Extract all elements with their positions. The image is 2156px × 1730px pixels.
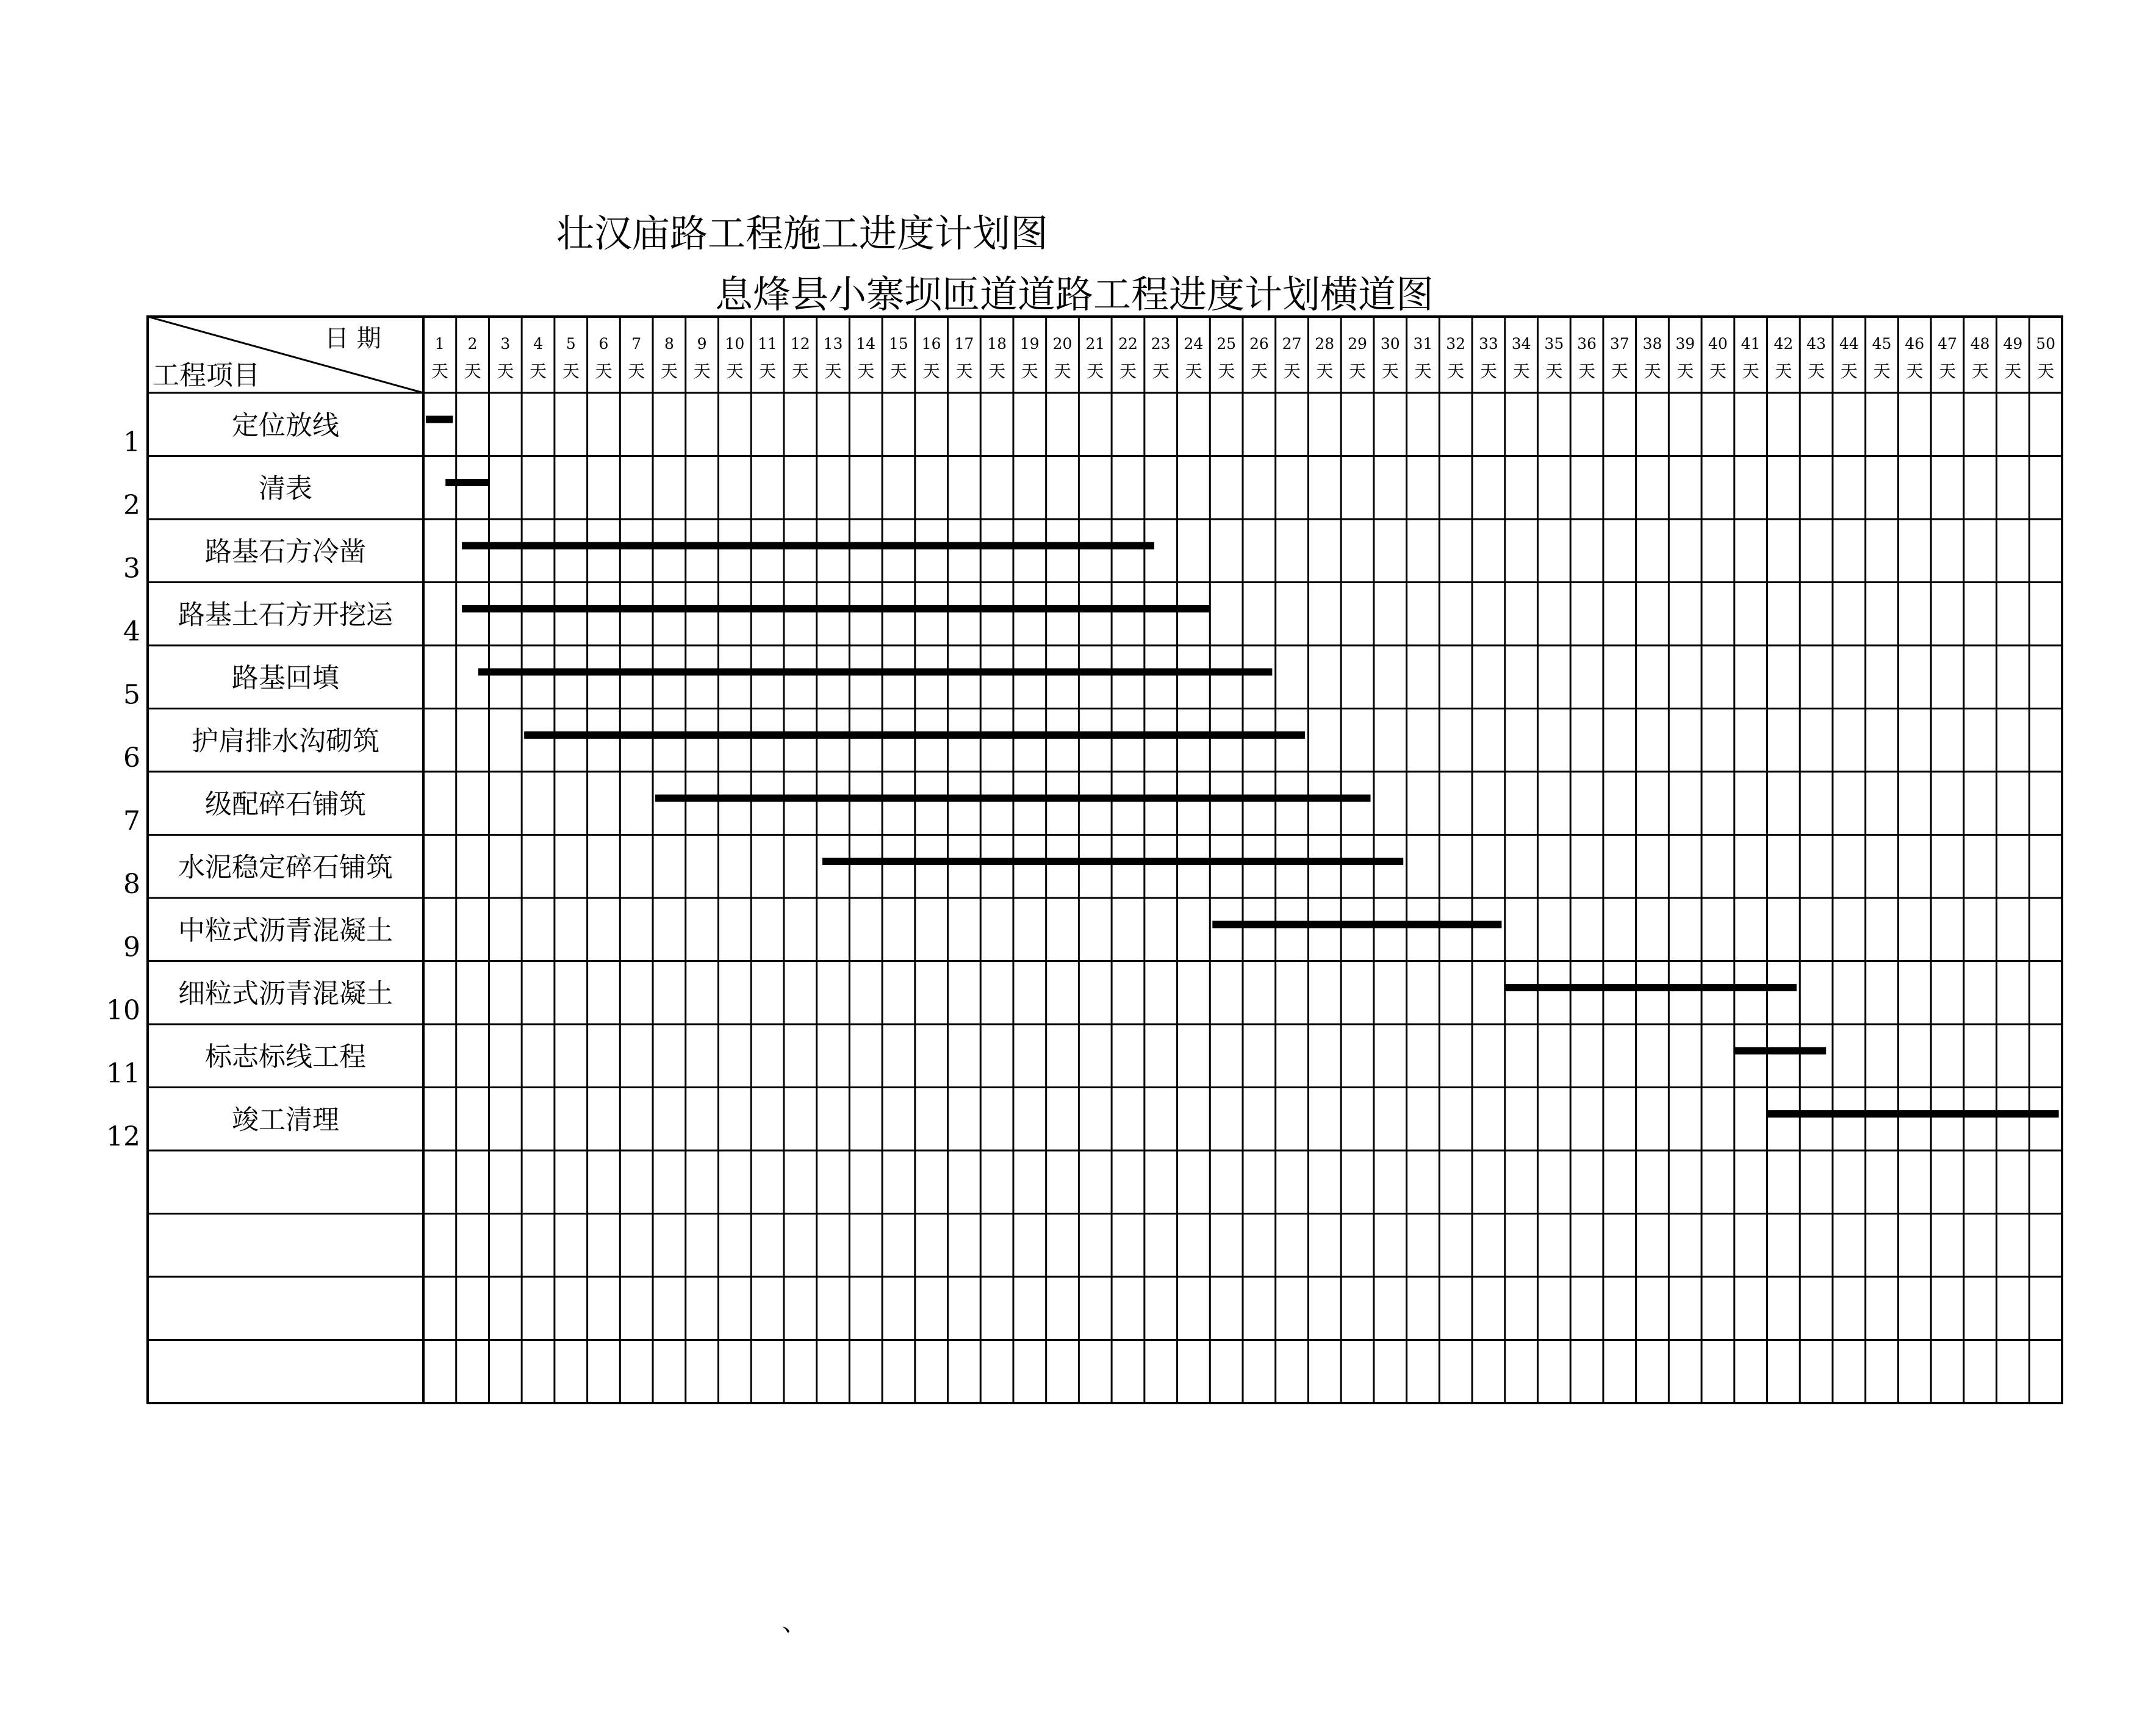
- day-unit: 天: [693, 361, 711, 381]
- day-number: 17: [954, 335, 974, 353]
- task-name: 细粒式沥青混凝土: [178, 978, 393, 1010]
- day-unit: 天: [1775, 361, 1792, 381]
- day-unit: 天: [1447, 361, 1465, 381]
- day-unit: 天: [2004, 361, 2022, 381]
- day-number: 19: [1019, 335, 1040, 353]
- day-number: 5: [566, 335, 576, 353]
- day-number: 42: [1773, 335, 1794, 353]
- day-number: 27: [1282, 335, 1302, 353]
- day-number: 50: [2036, 335, 2056, 353]
- day-unit: 天: [1316, 361, 1334, 381]
- day-number: 37: [1609, 335, 1630, 353]
- day-number: 31: [1413, 335, 1433, 353]
- task-rows: [106, 410, 393, 1152]
- day-number: 41: [1741, 335, 1761, 353]
- day-unit: 天: [595, 361, 613, 381]
- day-unit: 天: [1676, 361, 1694, 381]
- row-number: 12: [106, 1121, 140, 1152]
- day-number: 29: [1348, 335, 1367, 353]
- header: [148, 317, 423, 393]
- task-name: 路基石方冷凿: [205, 536, 366, 567]
- day-unit: 天: [1152, 361, 1170, 381]
- header-item-label: 工程项目: [153, 360, 260, 391]
- day-unit: 天: [1512, 361, 1530, 381]
- task-name: 清表: [259, 473, 312, 504]
- task-name: 中粒式沥青混凝土: [178, 914, 393, 946]
- row-number: 2: [123, 490, 140, 521]
- day-number: 18: [987, 335, 1007, 353]
- day-unit: 天: [1938, 361, 1956, 381]
- row-number: 1: [123, 426, 140, 458]
- day-number: 22: [1118, 335, 1138, 353]
- row-number: 5: [123, 679, 140, 711]
- day-number: 28: [1315, 335, 1335, 353]
- day-unit: 天: [1644, 361, 1661, 381]
- day-unit: 天: [1742, 361, 1759, 381]
- day-unit: 天: [628, 361, 645, 381]
- day-number: 49: [2003, 335, 2023, 353]
- day-number: 14: [856, 335, 876, 353]
- day-unit: 天: [530, 361, 547, 381]
- day-unit: 天: [431, 361, 448, 381]
- day-number: 3: [500, 335, 511, 353]
- day-unit: 天: [2037, 361, 2055, 381]
- day-number: 48: [1970, 335, 1990, 353]
- footer-mark: 、: [782, 1609, 807, 1637]
- day-number: 33: [1478, 335, 1498, 353]
- day-number: 24: [1184, 335, 1204, 353]
- day-unit: 天: [922, 361, 940, 381]
- day-unit: 天: [726, 361, 744, 381]
- day-number: 45: [1872, 335, 1892, 353]
- day-number: 25: [1216, 335, 1237, 353]
- day-unit: 天: [1087, 361, 1104, 381]
- day-number: 35: [1544, 335, 1564, 353]
- day-unit: 天: [889, 361, 907, 381]
- row-number: 9: [123, 931, 140, 963]
- day-unit: 天: [759, 361, 777, 381]
- day-unit: 天: [562, 361, 580, 381]
- day-number: 26: [1249, 335, 1269, 353]
- day-number: 1: [434, 335, 445, 353]
- day-unit: 天: [824, 361, 842, 381]
- day-unit: 天: [1840, 361, 1858, 381]
- day-unit: 天: [1808, 361, 1825, 381]
- day-number: 12: [790, 335, 810, 353]
- row-number: 11: [106, 1058, 140, 1089]
- day-unit: 天: [1479, 361, 1497, 381]
- day-unit: 天: [1218, 361, 1235, 381]
- day-unit: 天: [1283, 361, 1301, 381]
- row-number: 3: [123, 553, 140, 584]
- day-unit: 天: [464, 361, 481, 381]
- document-title: 壮汉庙路工程施工进度计划图: [556, 211, 1049, 256]
- day-number: 9: [697, 335, 707, 353]
- task-name: 路基回填: [232, 662, 339, 694]
- day-unit: 天: [791, 361, 809, 381]
- document-subtitle: 息烽县小寨坝匝道道路工程进度计划横道图: [715, 272, 1434, 317]
- day-number: 2: [467, 335, 478, 353]
- day-unit: 天: [1250, 361, 1268, 381]
- day-number: 44: [1839, 335, 1859, 353]
- row-number: 10: [106, 995, 140, 1026]
- task-name: 标志标线工程: [205, 1041, 366, 1072]
- day-number: 10: [725, 335, 745, 353]
- header-date-label: 日 期: [325, 325, 381, 353]
- row-number: 7: [123, 805, 140, 837]
- day-unit: 天: [1414, 361, 1432, 381]
- day-number: 13: [823, 335, 843, 353]
- task-name: 路基土石方开挖运: [178, 599, 393, 631]
- day-unit: 天: [1349, 361, 1367, 381]
- day-unit: 天: [1381, 361, 1399, 381]
- day-number: 46: [1905, 335, 1925, 353]
- day-number: 23: [1151, 335, 1171, 353]
- day-number: 6: [598, 335, 609, 353]
- day-number: 43: [1806, 335, 1827, 353]
- day-unit: 天: [1021, 361, 1038, 381]
- day-unit: 天: [1709, 361, 1727, 381]
- day-number: 8: [664, 335, 674, 353]
- day-unit: 天: [1611, 361, 1628, 381]
- day-number: 39: [1675, 335, 1695, 353]
- day-number: 32: [1446, 335, 1466, 353]
- day-number: 47: [1938, 335, 1957, 353]
- day-number: 11: [758, 335, 777, 353]
- day-number: 40: [1708, 335, 1728, 353]
- day-unit: 天: [955, 361, 973, 381]
- row-number: 8: [123, 869, 140, 900]
- task-name: 水泥稳定碎石铺筑: [178, 852, 393, 883]
- task-name: 定位放线: [232, 409, 339, 441]
- day-unit: 天: [497, 361, 514, 381]
- day-unit: 天: [1873, 361, 1891, 381]
- day-unit: 天: [1578, 361, 1596, 381]
- day-unit: 天: [988, 361, 1006, 381]
- day-number: 16: [921, 335, 941, 353]
- day-number: 15: [889, 335, 908, 353]
- day-unit: 天: [1906, 361, 1924, 381]
- day-unit: 天: [1545, 361, 1563, 381]
- day-number: 21: [1085, 335, 1105, 353]
- day-number: 20: [1052, 335, 1073, 353]
- row-number: 4: [123, 616, 140, 647]
- day-unit: 天: [857, 361, 875, 381]
- task-name: 竣工清理: [232, 1104, 339, 1136]
- task-name: 护肩排水沟砌筑: [192, 725, 379, 757]
- task-name: 级配碎石铺筑: [205, 788, 366, 820]
- day-unit: 天: [1971, 361, 1989, 381]
- day-unit: 天: [660, 361, 678, 381]
- day-number: 30: [1380, 335, 1400, 353]
- day-unit: 天: [1185, 361, 1202, 381]
- day-number: 36: [1577, 335, 1597, 353]
- day-number: 7: [631, 335, 642, 353]
- row-number: 6: [123, 742, 140, 773]
- day-number: 34: [1511, 335, 1531, 353]
- day-unit: 天: [1119, 361, 1137, 381]
- day-unit: 天: [1054, 361, 1071, 381]
- day-number: 38: [1642, 335, 1662, 353]
- day-number: 4: [533, 335, 543, 353]
